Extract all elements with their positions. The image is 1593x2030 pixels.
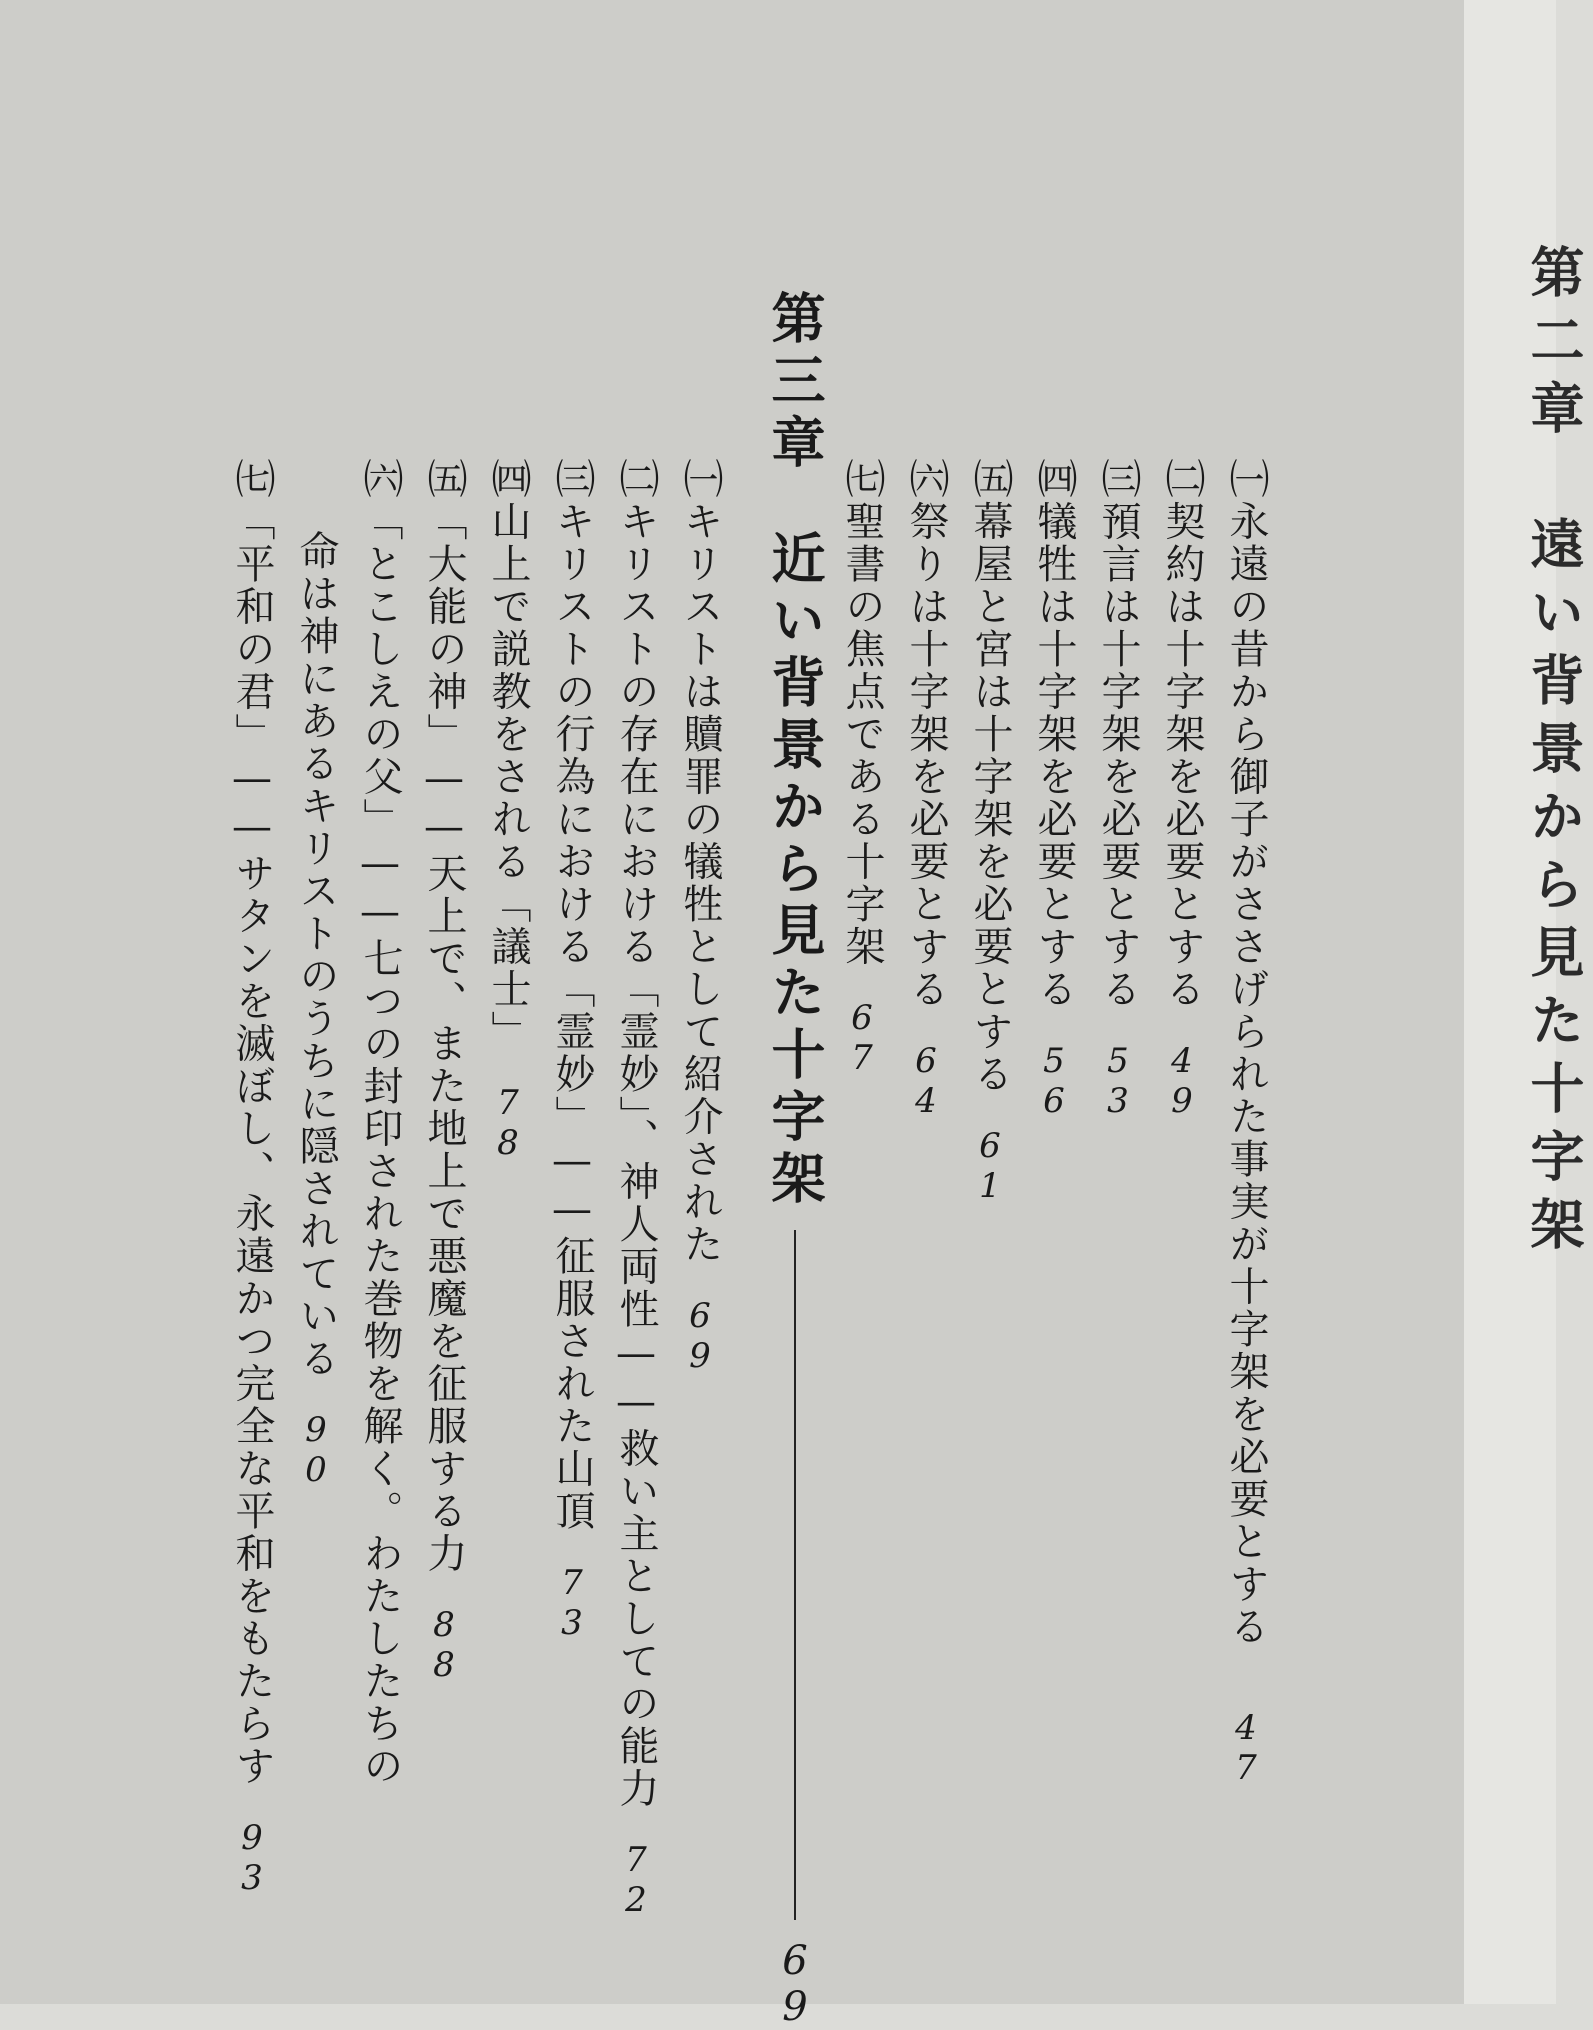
entry-marker: ㈠ — [677, 458, 723, 501]
page-number: 88 — [424, 1605, 464, 1685]
toc-entry — [357, 458, 403, 1788]
entry-marker: ㈠ — [1223, 458, 1269, 501]
entry-marker: ㈣ — [1031, 458, 1077, 501]
entry-text: キリストは贖罪の犠牲として紹介された — [677, 500, 723, 1266]
entry-marker: ㈣ — [485, 458, 531, 501]
toc-entry — [549, 458, 595, 1643]
entry-text: 預言は十字架を必要とする — [1095, 500, 1141, 1011]
toc-entry — [677, 458, 723, 1376]
entry-text: 祭りは十字架を必要とする — [903, 500, 949, 1011]
entry-text: 「大能の神」——天上で、また地上で悪魔を征服する力 — [421, 500, 467, 1575]
page-number: 93 — [232, 1817, 272, 1898]
page-number: 78 — [488, 1083, 528, 1163]
toc-entry — [1159, 458, 1205, 1121]
toc-entry — [1223, 458, 1269, 1788]
page-number: 61 — [970, 1125, 1010, 1206]
page-number: 72 — [616, 1840, 656, 1920]
entry-text: 「平和の君」——サタンを滅ぼし、永遠かつ完全な平和をもたらす — [229, 500, 275, 1788]
chapter-heading — [763, 290, 827, 2030]
entry-marker: ㈢ — [1095, 458, 1141, 501]
entry-marker: ㈢ — [549, 458, 595, 501]
entry-text: 「とこしえの父」——七つの封印された巻物を解く。わたしたちの — [357, 500, 403, 1788]
entry-text: 幕屋と宮は十字架を必要とする — [967, 500, 1013, 1096]
chapter-title: 近い背景から見た十字架 — [763, 530, 827, 1212]
entry-marker: ㈤ — [421, 458, 467, 501]
entry-marker: ㈥ — [357, 458, 403, 501]
toc-entry — [613, 458, 659, 1920]
chapter-label: 第三章 — [763, 290, 827, 476]
toc-entry — [229, 458, 275, 1898]
page-number: 53 — [1098, 1040, 1138, 1121]
entry-text: 犠牲は十字架を必要とする — [1031, 500, 1077, 1011]
entry-marker: ㈦ — [839, 458, 885, 501]
page-number: 67 — [842, 998, 882, 1078]
toc-entry — [1031, 458, 1077, 1121]
page-number: 47 — [1226, 1708, 1266, 1788]
toc-entry — [967, 458, 1013, 1206]
page-number: 49 — [1162, 1040, 1202, 1121]
page-number: 64 — [906, 1040, 946, 1121]
entry-marker: ㈤ — [967, 458, 1013, 501]
page-number: 90 — [296, 1410, 336, 1490]
toc-entry-continuation — [293, 530, 339, 1490]
entry-marker: ㈥ — [903, 458, 949, 501]
entry-text: キリストの存在における「霊妙」、神人両性——救い主としての能力 — [613, 500, 659, 1810]
toc-entry — [1095, 458, 1141, 1121]
entry-marker: ㈡ — [1159, 458, 1205, 501]
toc-entry — [839, 458, 885, 1078]
page-number: 56 — [1034, 1040, 1074, 1121]
entry-text: 山上で説教をされる「議士」 — [485, 500, 531, 1053]
chapter-page-number: 69 — [772, 1938, 818, 2030]
facing-page-heading: 第二章 遠い背景から見た十字架 — [1522, 244, 1586, 1264]
toc-entry — [485, 458, 531, 1163]
toc-entry — [903, 458, 949, 1121]
entry-text: 契約は十字架を必要とする — [1159, 500, 1205, 1011]
entry-text: 永遠の昔から御子がささげられた事実が十字架を必要とする — [1223, 500, 1269, 1648]
page-number: 73 — [552, 1562, 592, 1643]
toc-entry — [421, 458, 467, 1685]
page-number: 69 — [680, 1295, 720, 1376]
facing-page-edge — [1464, 0, 1586, 2004]
entry-text: 聖書の焦点である十字架 — [839, 500, 885, 968]
entry-text: 命は神にあるキリストのうちに隠されている — [293, 530, 339, 1380]
entry-text: キリストの行為における「霊妙」——征服された山頂 — [549, 500, 595, 1533]
leader-rule — [794, 1230, 796, 1920]
entry-marker: ㈡ — [613, 458, 659, 501]
entry-marker: ㈦ — [229, 458, 275, 501]
